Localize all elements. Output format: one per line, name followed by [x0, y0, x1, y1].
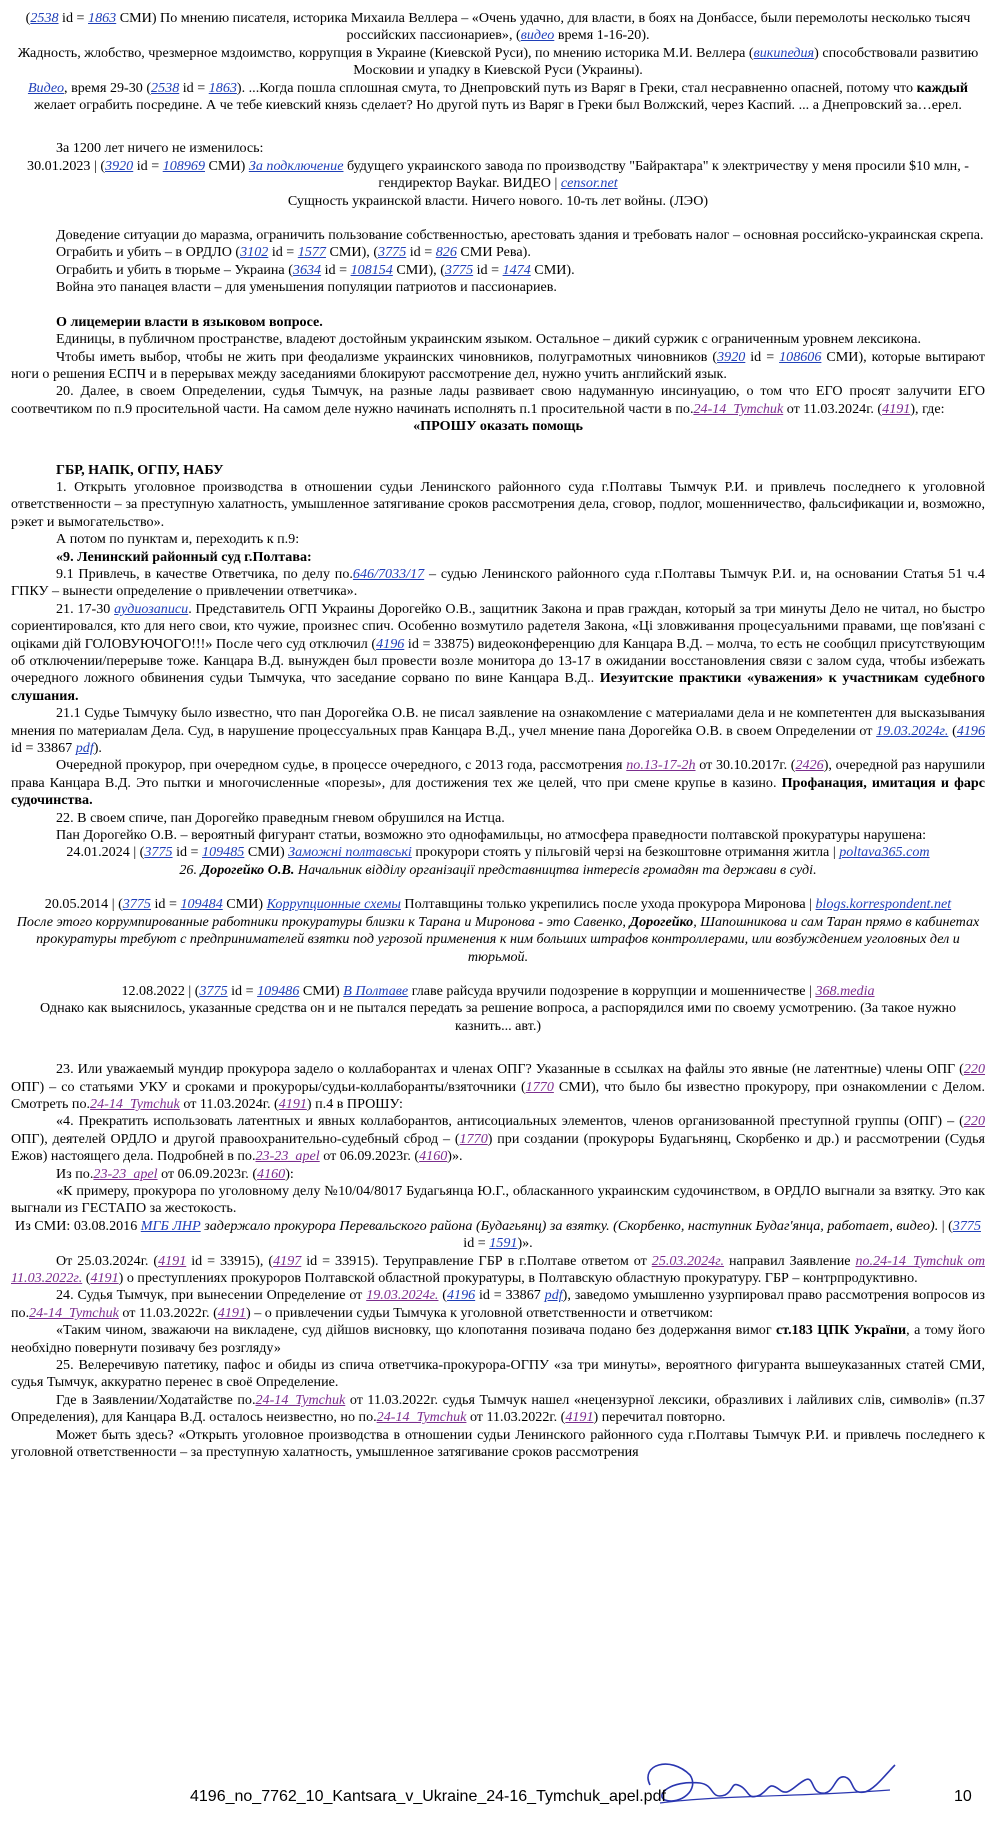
- paragraph: 25. Велеречивую патетику, пафос и обиды из спича ответчика-прокурора-ОГПУ «за три минуты», вероятного фигуранта вышеуказанных статей СМИ, судья Тымчук, аккуратно перенес в своё Определение.: [11, 1357, 985, 1391]
- hyperlink[interactable]: 4191: [278, 1095, 307, 1112]
- bold-text: Дорогейко: [629, 913, 694, 930]
- hyperlink[interactable]: 24-14_Tymchuk: [29, 1304, 119, 1321]
- hyperlink[interactable]: по.13-17-2h: [626, 757, 696, 774]
- paragraph: Ограбить и убить – в ОРДЛО (3102 id = 1577 СМИ), (3775 id = 826 СМИ Рева).: [56, 244, 531, 261]
- paragraph: Единицы, в публичном пространстве, владеют достойным украинским языком. Остальное – дикий суржик с ограниченным уровнем лексикона.: [56, 331, 921, 348]
- hyperlink[interactable]: 2538: [151, 79, 180, 96]
- paragraph: [11, 862, 985, 879]
- hyperlink[interactable]: 4160: [257, 1165, 286, 1182]
- hyperlink[interactable]: видео: [520, 27, 555, 44]
- paragraph: 9.1 Привлечь, в качестве Ответчика, по делу по.646/7033/17 – судью Ленинского районного суда г.Полтавы Тымчук Р.И. и, на основании Статья 51 ч.4 ГПКУ – вынести определение о привлечении ответчика».: [11, 565, 985, 600]
- bold-text: Иезуитские практики «уважения» к участникам судебного слушания.: [11, 670, 986, 704]
- paragraph-spacer: [11, 436, 985, 462]
- hyperlink[interactable]: 109486: [257, 982, 300, 999]
- bold-text: Профанация, имитация и фарс судочинства.: [11, 774, 985, 809]
- italic-text: После этого коррумпированные работники прокуратуры близки к Тарана и Миронова - это Савенко, Дорогейко, Шапошникова и сам Таран прямо в кабинетах прокуратуры требуют с предпринимателей взятки под угрозой применения к ним больших штрафов контроллерами, или возбуждением уголовных дел и тюрьмой.: [16, 913, 980, 965]
- hyperlink[interactable]: Коррупционные схемы: [266, 896, 401, 913]
- italic-text: 26. Дорогейко О.В. Начальник відділу організації представництва інтересів громадян та держави в суді.: [179, 861, 817, 878]
- paragraph: Ограбить и убить в тюрьме – Украина (3634 id = 108154 СМИ), (3775 id = 1474 СМИ).: [56, 261, 575, 278]
- paragraph: 24. Судья Тымчук, при вынесении Определение от 19.03.2024г. (4196 id = 33867 pdf), заведомо умышленно узурпировал право рассмотрения вопросов из по.24-14_Tymchuk от 11.03.2022г. (4191) – о привлечении судьи Тымчука к уголовной ответственности и ответчиком:: [11, 1287, 986, 1321]
- paragraph-spacer: [11, 879, 985, 896]
- hyperlink[interactable]: 1863: [208, 79, 237, 96]
- paragraph: 23. Или уважаемый мундир прокурора задело о коллаборантах и членах ОПГ? Указанные в ссылках на файлы это явные (не латентные) члены ОПГ (220 ОПГ) – со статьями УКУ и сроками и прокуроры/судьи-коллаборанты/взяточники (1770 СМИ), что было бы известно прокурору, при ознакомлении с Делом. Смотреть по.24-14_Tymchuk от 11.03.2024г. (4191) п.4 в ПРОШУ:: [11, 1061, 985, 1112]
- paragraph: Где в Заявлении/Ходатайстве по.24-14_Tymchuk от 11.03.2022г. судья Тымчук нашел «нецензурної лексики, образливих і лайливих слів, символів» (п.37 Определения), для Канцара В.Д. осталось неизвестно, но по.24-14_Tymchuk от 11.03.2022г. (4191) перечитал повторно.: [11, 1391, 985, 1426]
- footer-filename: 4196_no_7762_10_Kantsara_v_Ukraine_24-16_Tymchuk_apel.pdf: [190, 1788, 666, 1805]
- paragraph: 24.01.2024 | (3775 id = 109485 СМИ) Заможні полтавські прокурори стоять у пільговій черзі на безкоштовне отримання житла | poltava365.com: [66, 844, 930, 861]
- paragraph: 30.01.2023 | (3920 id = 108969 СМИ) За подключение будущего украинского завода по производству "Байрактара" к электричеству у меня просили $10 млн, - гендиректор Baykar. ВИДЕО | censor.net: [27, 157, 969, 192]
- paragraph: [11, 914, 985, 966]
- hyperlink[interactable]: 108969: [162, 157, 205, 174]
- paragraph: [11, 462, 985, 479]
- paragraph-spacer: [11, 966, 985, 983]
- hyperlink[interactable]: 24-14_Tymchuk: [90, 1095, 180, 1112]
- hyperlink[interactable]: 4191: [158, 1252, 187, 1269]
- hyperlink[interactable]: Видео: [27, 79, 65, 96]
- hyperlink[interactable]: 23-23_apel: [93, 1165, 158, 1182]
- hyperlink[interactable]: 108154: [350, 261, 393, 278]
- hyperlink[interactable]: 25.03.2024г.: [651, 1252, 725, 1269]
- paragraph: Видео, время 29-30 (2538 id = 1863). ...Когда пошла сплошная смута, то Днепровский путь из Варяг в Греки, стал несравненно опасней, потому что каждый желает ограбить посредине. А че тебе киевский князь сделает? Но другой путь из Варяг в Греки был Волжский, через Каспий. ... а Днепровский за…ерел.: [27, 79, 969, 114]
- hyperlink[interactable]: 23-23_apel: [255, 1148, 320, 1165]
- hyperlink[interactable]: 2426: [795, 757, 824, 774]
- hyperlink[interactable]: 108606: [779, 348, 822, 365]
- page-number: 10: [954, 1788, 972, 1805]
- hyperlink[interactable]: 3775: [122, 896, 151, 913]
- hyperlink[interactable]: 3634: [292, 261, 322, 278]
- hyperlink[interactable]: 220: [963, 1061, 985, 1078]
- hyperlink[interactable]: 1770: [525, 1078, 554, 1095]
- hyperlink[interactable]: 3775: [444, 261, 474, 278]
- hyperlink[interactable]: blogs.korrespondent.net: [815, 896, 952, 913]
- paragraph: 12.08.2022 | (3775 id = 109486 СМИ) В Полтаве главе райсуда вручили подозрение в коррупции и мошенничестве | 368.media: [121, 982, 875, 999]
- document-body: [11, 10, 985, 1461]
- paragraph: 22. В своем спиче, пан Дорогейко праведным гневом обрушился на Истца.: [56, 809, 505, 826]
- hyperlink[interactable]: 3775: [144, 844, 173, 861]
- paragraph: Может быть здесь? «Открыть уголовное производства в отношении судьи Ленинского районного суда г.Полтавы Тымчук Р.И. и привлечь последнего к уголовной ответственности – за преступную халатность, умышленное затягивание сроков рассмотрения: [11, 1426, 985, 1461]
- bold-text: каждый: [916, 79, 969, 96]
- hyperlink[interactable]: За подключение: [248, 157, 344, 174]
- hyperlink[interactable]: 4197: [273, 1252, 302, 1269]
- bold-text: «ПРОШУ оказать помощь: [413, 418, 583, 435]
- hyperlink[interactable]: 4160: [419, 1148, 448, 1165]
- hyperlink[interactable]: 1770: [459, 1130, 488, 1147]
- paragraph: 20. Далее, в своем Определении, судья Тымчук, на разные лады развивает свою надуманную инсинуацию, о том что ЕГО просят залучити ЕГО соотвечтиком по п.9 просительной части. На самом деле нужно начинать исполнять п.1 просительной части в по.24-14_Tymchuk от 11.03.2024г. (4191), где:: [11, 383, 985, 417]
- hyperlink[interactable]: 220: [963, 1113, 985, 1130]
- hyperlink[interactable]: 2538: [30, 10, 59, 26]
- paragraph: [11, 549, 985, 566]
- italic-text: задержало прокурора Перевальского района (Будагьянц) за взятку. (Скорбенко, наступник Будаг'янца, работает, видео).: [204, 1217, 939, 1234]
- hyperlink[interactable]: pdf: [544, 1287, 563, 1304]
- hyperlink[interactable]: 4191: [217, 1304, 246, 1321]
- paragraph: 1. Открыть уголовное производства в отношении судьи Ленинского районного суда г.Полтавы Тымчук Р.И. и привлечь последнего к уголовной ответственности – за преступную халатность, умышленное затягивание сроков рассмотрения дела, сговор, подлог, мошенничество, фальсификации и, возможно, рэкет и вымогательство».: [11, 478, 985, 530]
- hyperlink[interactable]: 3775: [952, 1217, 981, 1234]
- hyperlink[interactable]: 3920: [105, 157, 134, 174]
- hyperlink[interactable]: В Полтаве: [343, 982, 409, 999]
- hyperlink[interactable]: 368.media: [815, 982, 875, 999]
- hyperlink[interactable]: МГБ ЛНР: [140, 1217, 201, 1234]
- paragraph: [11, 418, 985, 435]
- bold-text: О лицемерии власти в языковом вопросе.: [56, 313, 323, 330]
- hyperlink[interactable]: 4191: [565, 1409, 594, 1426]
- paragraph: От 25.03.2024г. (4191 id = 33915), (4197 id = 33915). Теруправление ГБР в г.Полтаве ответом от 25.03.2024г. направил Заявление по.24-14_Tymchuk от 11.03.2022г. (4191) о преступлениях прокуроров Полтавской областной прокуратуры, в Полтавскую областную прокуратуру. ГБР – контрпродуктивно.: [11, 1252, 985, 1286]
- hyperlink[interactable]: 24-14_Tymchuk: [376, 1409, 467, 1426]
- paragraph: За 1200 лет ничего не изменилось:: [56, 140, 264, 157]
- bold-text: ст.183 ЦПК України: [776, 1322, 907, 1339]
- hyperlink[interactable]: 4196: [956, 722, 985, 739]
- paragraph: А потом по пунктам и, переходить к п.9:: [56, 531, 300, 548]
- hyperlink[interactable]: аудиозаписи: [114, 600, 189, 617]
- paragraph: Война это панацея власти – для уменьшения популяции патриотов и пассионариев.: [56, 279, 557, 296]
- hyperlink[interactable]: 24-14_Tymchuk: [693, 400, 784, 417]
- paragraph: Чтобы иметь выбор, чтобы не жить при феодализме украинских чиновников, полуграмотных чиновников (3920 id = 108606 СМИ), которые вытирают ноги о решения ЕСПЧ и в перерывах между заседаниями блокируют рассмотрение дел, нужно учить английский язык.: [11, 348, 986, 382]
- hyperlink[interactable]: 4196: [446, 1287, 476, 1304]
- hyperlink[interactable]: Заможні полтавські: [288, 844, 412, 861]
- hyperlink[interactable]: censor.net: [560, 175, 618, 192]
- hyperlink[interactable]: 4196: [376, 635, 405, 652]
- hyperlink[interactable]: 1474: [502, 261, 531, 278]
- hyperlink[interactable]: 646/7033/17: [352, 565, 425, 582]
- bold-text: «9. Ленинский районный суд г.Полтава:: [56, 548, 312, 565]
- hyperlink[interactable]: 19.03.2024г.: [876, 722, 949, 739]
- paragraph: «4. Прекратить использовать латентных и явных коллаборантов, антисоциальных элементов, членов организованной преступной группы (ОПГ) – (220 ОПГ), деятелей ОРДЛО и другой правоохранительно-судебный сброд – (1770) при создании (прокуроры Будагьнянц, Скорбенко и др.) и рассмотрении (Судья Ежов) настоящего дела. Подробней в по.23-23_apel от 06.09.2023г. (4160)».: [11, 1113, 985, 1165]
- hyperlink[interactable]: википедия: [753, 44, 815, 61]
- hyperlink[interactable]: pdf: [75, 740, 94, 757]
- hyperlink[interactable]: по.24-14_Tymchuk от 11.03.2022г.: [11, 1252, 985, 1286]
- bold-text: Дорогейко О.В.: [200, 861, 295, 878]
- hyperlink[interactable]: 826: [435, 244, 457, 261]
- hyperlink[interactable]: 3102: [240, 244, 269, 261]
- paragraph: Сущность украинской власти. Ничего нового. 10-ть лет войны. (ЛЭО): [287, 192, 709, 209]
- paragraph: «К примеру, прокурора по уголовному делу №10/04/8017 Будагьянца Ю.Г., обласканного украинским судочинством, в ОРДЛО выгнали за взятку. Это как выгнали из ГЕСТАПО за жестокость.: [11, 1182, 985, 1217]
- hyperlink[interactable]: 1577: [297, 244, 326, 261]
- paragraph: Пан Дорогейко О.В. – вероятный фигурант статьи, возможно это однофамильцы, но атмосфера праведности полтавской прокуратуры нарушена:: [56, 827, 927, 844]
- paragraph-spacer: [11, 114, 985, 140]
- hyperlink[interactable]: 24-14_Tymchuk: [255, 1391, 346, 1408]
- paragraph: Однако как выяснилось, указанные средства он и не пытался передать за решение вопроса, а распорядился ими по своему усмотрению. (За такое нужно казнить... авт.): [39, 1000, 957, 1034]
- paragraph: «Таким чином, зважаючи на викладене, суд дійшов висновку, що клопотання позивача подано без додержання вимог ст.183 ЦПК України, а тому його необхідно повернути позивачу без розгляду»: [11, 1322, 985, 1356]
- paragraph: 20.05.2014 | (3775 id = 109484 СМИ) Коррупционные схемы Полтавщины только укрепились после ухода прокурора Миронова | blogs.korrespondent.net: [44, 896, 952, 913]
- hyperlink[interactable]: 1591: [489, 1235, 518, 1252]
- hyperlink[interactable]: 109485: [202, 844, 245, 861]
- hyperlink[interactable]: 3775: [199, 982, 228, 999]
- page-footer: [0, 1785, 999, 1815]
- paragraph: Из по.23-23_apel от 06.09.2023г. (4160):: [56, 1165, 294, 1182]
- paragraph: 21.1 Судье Тымчуку было известно, что пан Дорогейка О.В. не писал заявление на ознакомление с материалами дела и не компетентен для высказывания мнения по материалам Дела. Суд, в нарушение процессуальных прав Канцара В.Д., учел мнение пана Дорогейка О.В. в своем Определении от 19.03.2024г. (4196 id = 33867 pdf).: [11, 705, 985, 757]
- paragraph-spacer: [11, 1035, 985, 1061]
- paragraph-spacer: [11, 297, 985, 314]
- bold-text: ГБР, НАПК, ОГПУ, НАБУ: [56, 461, 224, 478]
- hyperlink[interactable]: 109484: [180, 896, 223, 913]
- hyperlink[interactable]: poltava365.com: [839, 844, 930, 861]
- paragraph: [11, 314, 985, 331]
- paragraph: (2538 id = 1863 СМИ) По мнению писателя, историка Михаила Веллера – «Очень удачно, для власти, в боях на Донбассе, были перемолоты несколько тысяч российских пассионариев», (видео время 1-16-20).: [25, 10, 971, 44]
- paragraph: 21. 17-30 аудиозаписи. Представитель ОГП Украины Дорогейко О.В., защитник Закона и прав граждан, который за три минуты Дело не читал, но быстро сориентировался, кто для него свои, кто чужие, произнес спич. Особенно возмутило радетеля Закона, «Ці зловживання процесуальними правами, ще пов'язані с оціками дій ГОЛОВУЮЧОГО!!!» После чего суд отключил (4196 id = 33875) видеоконференцию для Канцара В.Д. – молча, то есть не сообщил присутствующим об отключении/перерыве тоже. Канцара В.Д. вынужден был провести возле монитора до 13-17 в ожидании восстановления связи с залом суда, чтобы избежать очередного ложного обвинения судьи Тымчука, что заседание сорвано по вине Канцара В.Д.. Иезуитские практики «уважения» к участникам судебного слушания.: [11, 600, 986, 704]
- paragraph: Из СМИ: 03.08.2016 МГБ ЛНР задержало прокурора Перевальского района (Будагьянц) за взятку. (Скорбенко, наступник Будаг'янца, работает, видео). | (3775 id = 1591)».: [15, 1217, 981, 1252]
- hyperlink[interactable]: 3920: [717, 348, 746, 365]
- hyperlink[interactable]: 3775: [378, 244, 407, 261]
- hyperlink[interactable]: 19.03.2024г.: [366, 1287, 439, 1304]
- paragraph: Очередной прокурор, при очередном судье, в процессе очередного, с 2013 года, рассмотрения по.13-17-2h от 30.10.2017г. (2426), очередной раз нарушили права Канцара В.Д. Это пытки и многочисленные «порезы», для достижения тех же целей, что при смене крупье в казино. Профанация, имитация и фарс судочинства.: [11, 757, 986, 809]
- paragraph: Жадность, жлобство, чрезмерное мздоимство, коррупция в Украине (Киевской Руси), по мнению историка М.И. Веллера (википедия) способствовали развитию Московии и упадку в Киевской Руси (Украины).: [17, 44, 979, 79]
- hyperlink[interactable]: 4191: [90, 1270, 119, 1286]
- paragraph: Доведение ситуации до маразма, ограничить пользование собственностью, арестовать здания и требовать налог – основная российско-украинская скрепа.: [56, 227, 984, 244]
- hyperlink[interactable]: 1863: [88, 10, 117, 26]
- paragraph-spacer: [11, 210, 985, 227]
- hyperlink[interactable]: 4191: [882, 400, 911, 417]
